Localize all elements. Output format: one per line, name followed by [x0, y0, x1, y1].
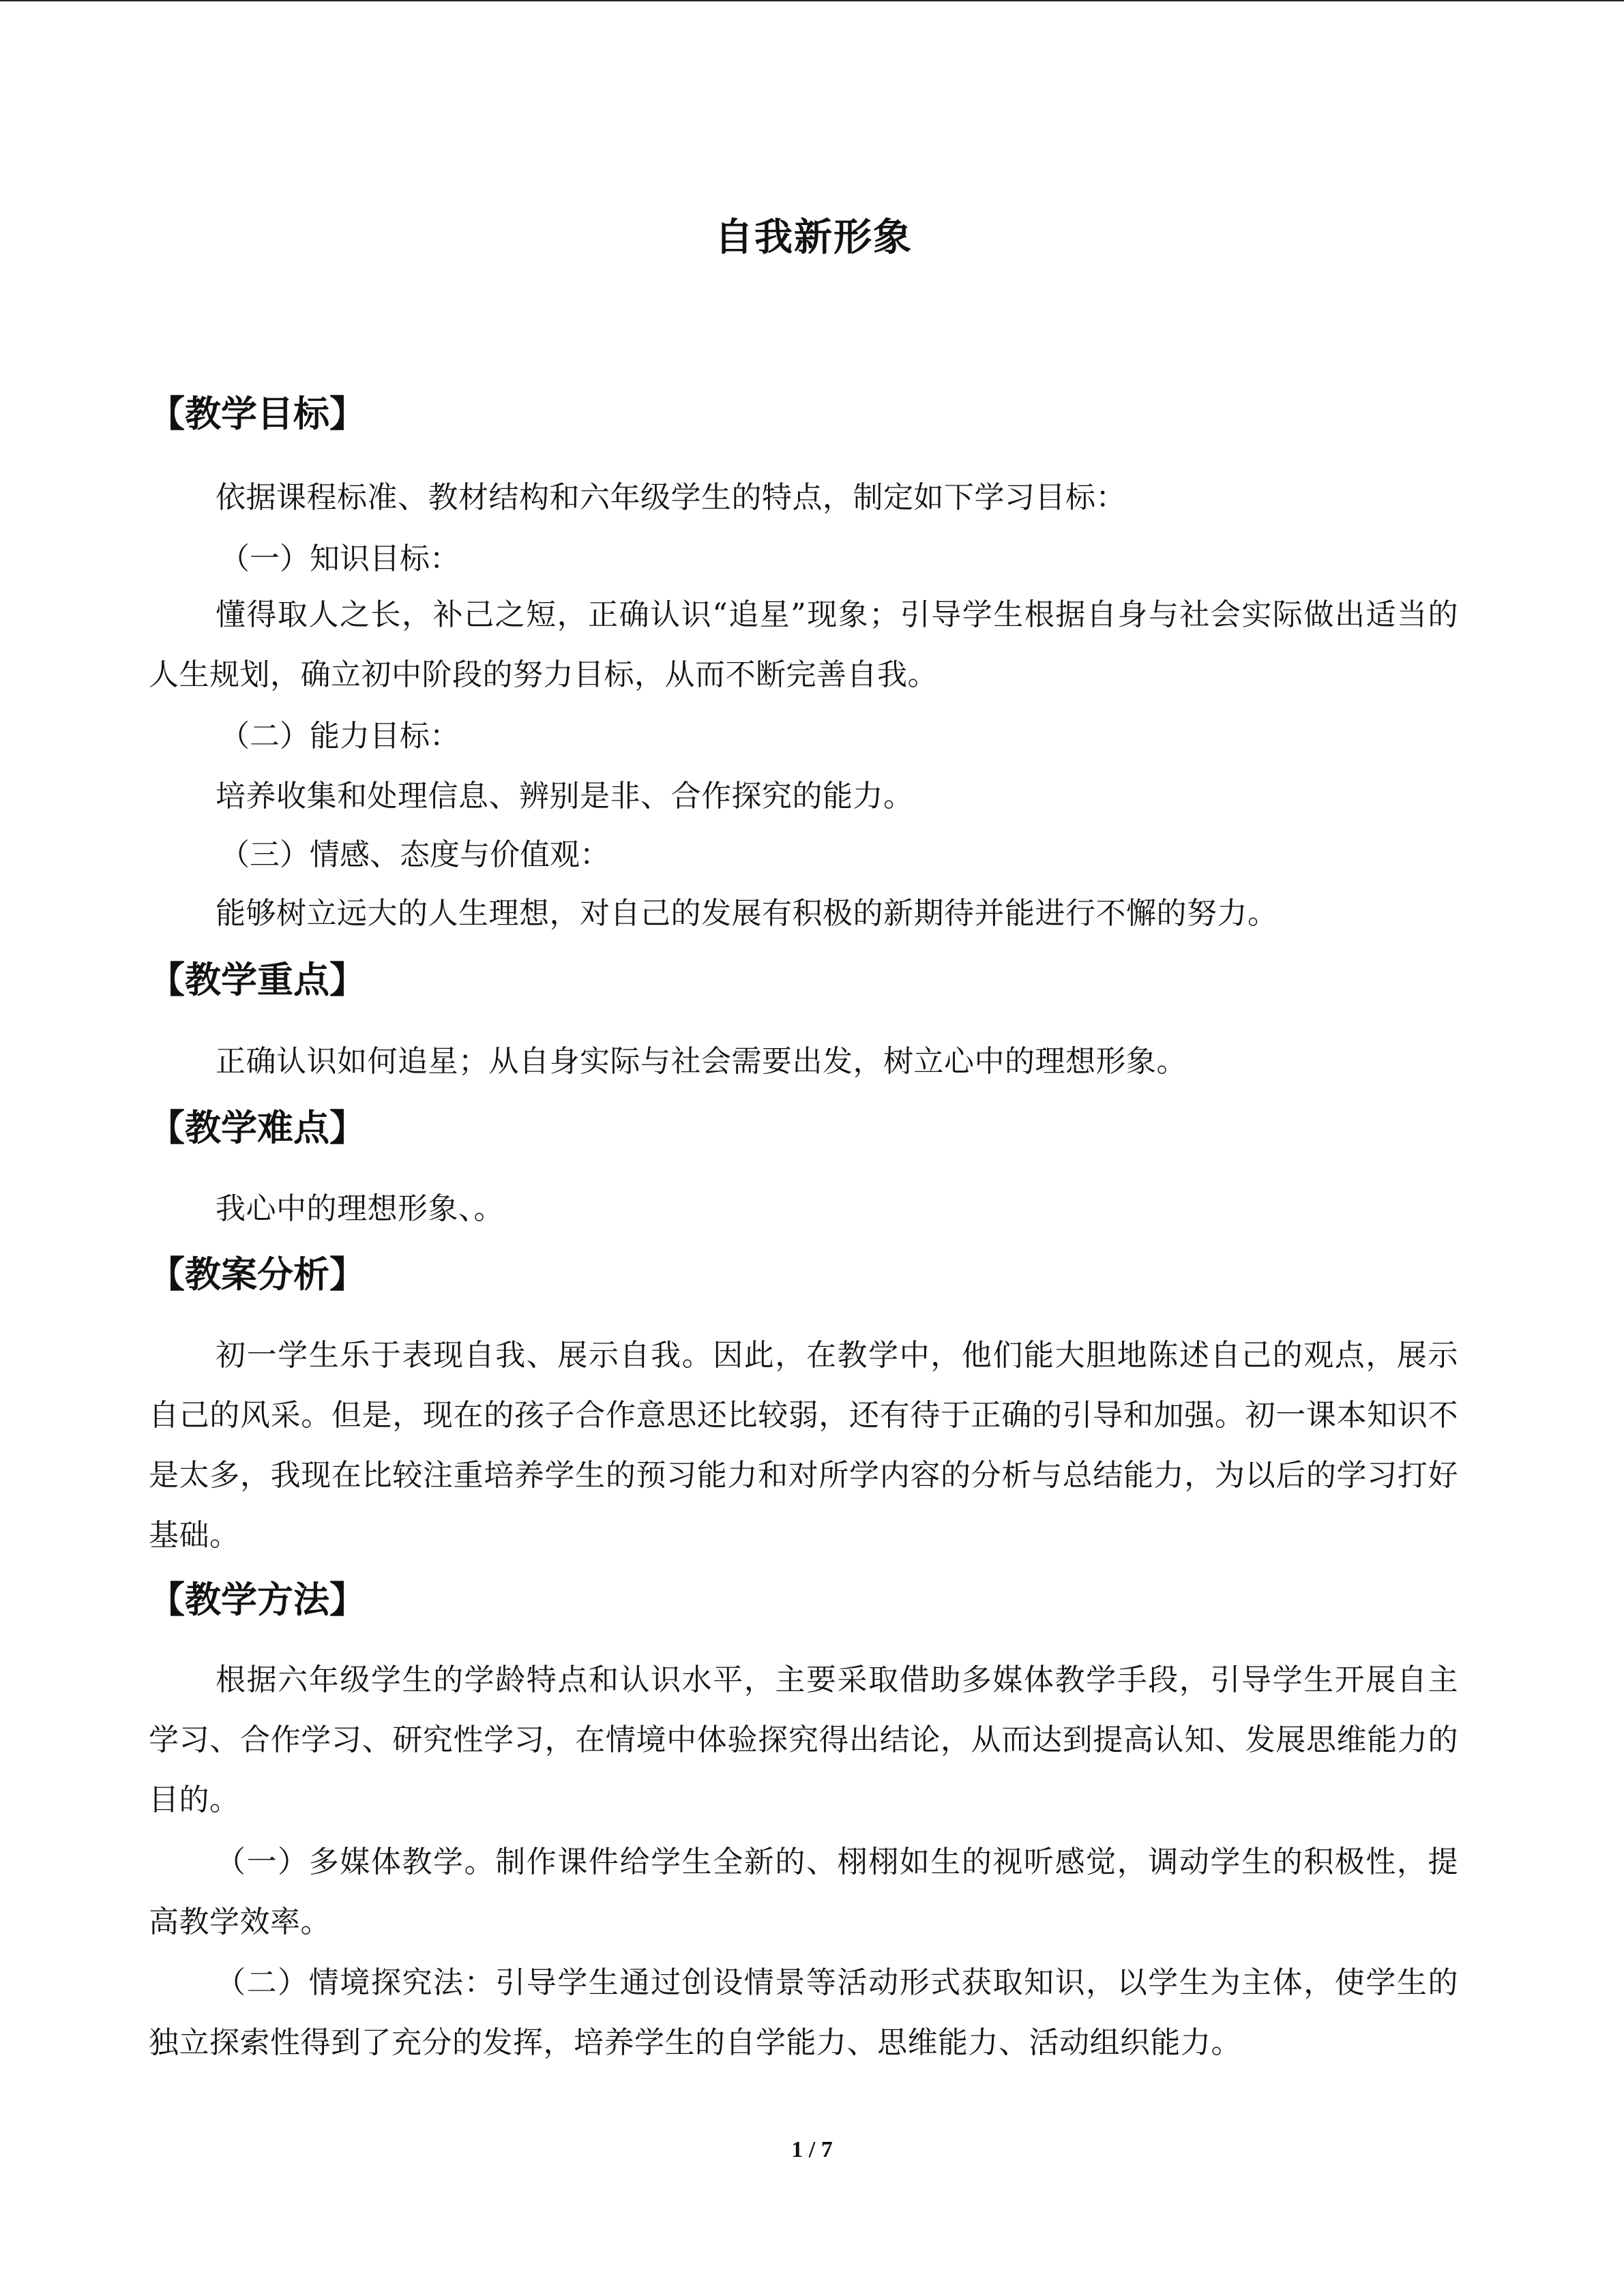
methods-situational: （二）情境探究法：引导学生通过创设情景等活动形式获取知识，以学生为主体，使学生的独立探索性得到了充分的发挥，培养学生的自学能力、思维能力、活动组织能力。	[149, 1965, 1458, 2060]
document-title: 自我新形象	[715, 215, 913, 260]
key-points-text: 正确认识如何追星；从自身实际与社会需要出发，树立心中的理想形象。	[216, 1044, 1187, 1079]
section-heading-analysis: 【教案分析】	[149, 1253, 366, 1296]
objectives-intro: 依据课程标准、教材结构和六年级学生的特点，制定如下学习目标：	[216, 480, 1126, 515]
emotion-objective-label: （三）情感、态度与价值观：	[220, 837, 610, 872]
methods-multimedia: （一）多媒体教学。制作课件给学生全新的、栩栩如生的视听感觉，调动学生的积极性，提高教学效率。	[149, 1845, 1458, 1939]
ability-objective-label: （二）能力目标：	[220, 719, 460, 754]
section-heading-key-points: 【教学重点】	[149, 959, 366, 1001]
methods-intro: 根据六年级学生的学龄特点和认识水平，主要采取借助多媒体教学手段，引导学生开展自主学习、合作学习、研究性学习，在情境中体验探究得出结论，从而达到提高认知、发展思维能力的目的。	[149, 1663, 1458, 1817]
analysis-text: 初一学生乐于表现自我、展示自我。因此，在教学中，他们能大胆地陈述自己的观点，展示自己的风采。但是，现在的孩子合作意思还比较弱，还有待于正确的引导和加强。初一课本知识不是太多，我现在比较注重培养学生的预习能力和对所学内容的分析与总结能力，为以后的学习打好基础。	[149, 1338, 1458, 1553]
difficulties-text: 我心中的理想形象、。	[216, 1191, 504, 1226]
knowledge-objective-label: （一）知识目标：	[220, 541, 460, 576]
knowledge-objective-text: 懂得取人之长，补己之短，正确认识“追星”现象；引导学生根据自身与社会实际做出适当的人生规划，确立初中阶段的努力目标，从而不断完善自我。	[149, 597, 1458, 692]
section-heading-difficulties: 【教学难点】	[149, 1107, 366, 1149]
section-heading-objectives: 【教学目标】	[149, 393, 366, 435]
section-heading-methods: 【教学方法】	[149, 1579, 366, 1621]
ability-objective-text: 培养收集和处理信息、辨别是非、合作探究的能力。	[216, 779, 914, 814]
emotion-objective-text: 能够树立远大的人生理想，对自己的发展有积极的新期待并能进行不懈的努力。	[216, 896, 1278, 931]
top-border-rule	[0, 0, 1624, 1]
page-number: 1 / 7	[791, 2137, 833, 2162]
